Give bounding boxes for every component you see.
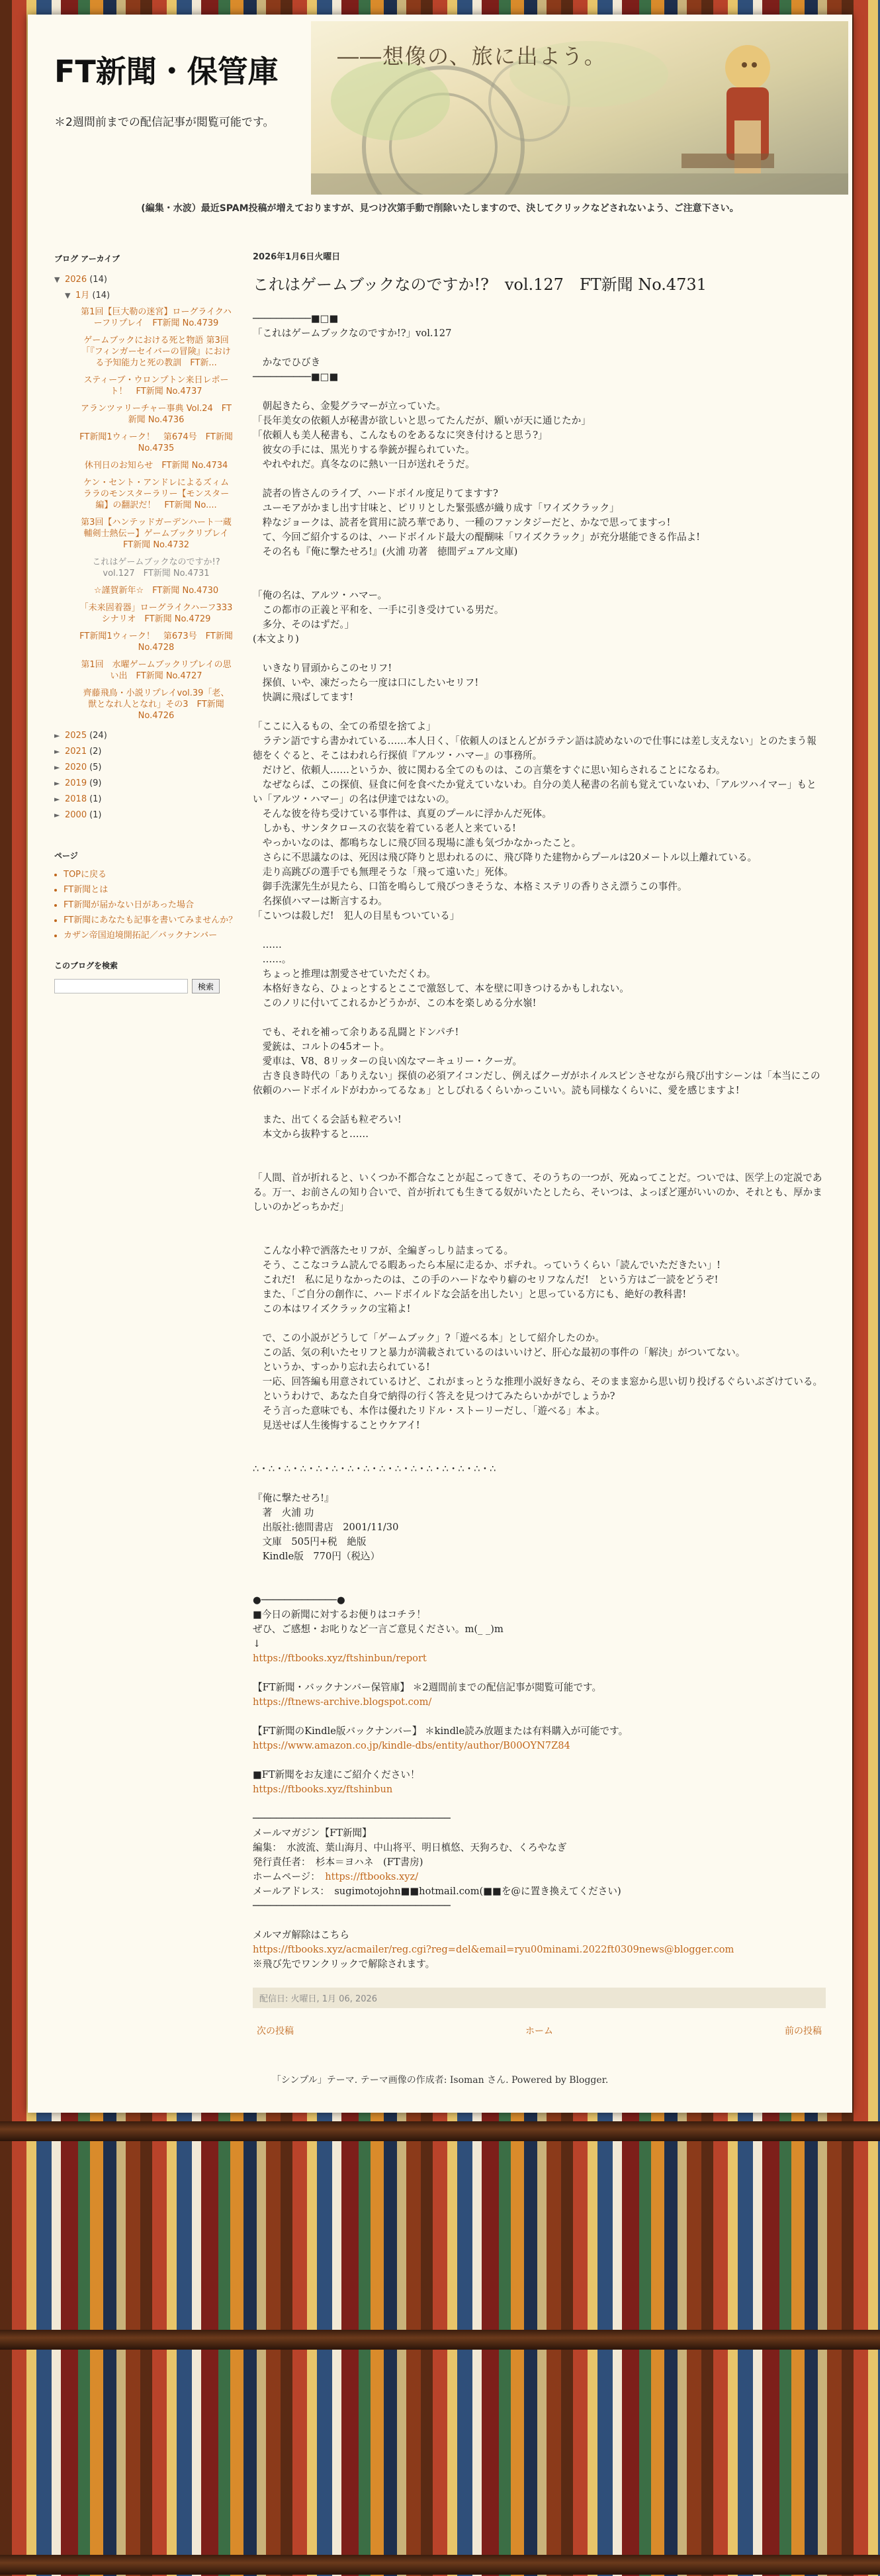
header-image: [311, 21, 848, 195]
archive-heading: ブログ アーカイブ: [54, 254, 120, 263]
blog-header: [28, 15, 852, 197]
post-body: [253, 312, 826, 1972]
post-paragraph: 粋なジョークは、読者を賞用に読ろ華であり、一種のファンタジーだと、かなで思ってますっ!: [253, 517, 671, 528]
archive-month-jan[interactable]: ▼ 1月 (14): [54, 288, 238, 304]
post-paragraph: 御手洗潔先生が見たら、口笛を鳴らして飛びつきそうな、本格ミステリの香りさえ漂うこの事件。: [253, 881, 687, 892]
post-paragraph: ユーモアがかまし出す甘味と、ピリリとした緊張感が織り成す「ワイズクラック」: [253, 502, 619, 514]
post-paragraph: ∴・∴・∴・∴・∴・∴・∴・∴・∴・∴・∴・∴・∴・∴・∴・∴: [253, 1463, 496, 1475]
post-paragraph: 「こいつは殺しだ! 犯人の目星もついている」: [253, 910, 460, 921]
archive-post-link[interactable]: FT新聞1ウィーク！ 第673号 FT新聞 No.4728: [79, 631, 233, 653]
search-form: [54, 979, 238, 993]
post-paragraph: [253, 1477, 826, 1491]
expand-triangle-icon[interactable]: ►: [54, 763, 60, 772]
expand-triangle-icon[interactable]: ►: [54, 747, 60, 756]
post-paragraph: 愛銃は、コルトの45オート。: [253, 1041, 390, 1052]
unsubscribe-note: ※飛び先でワンクリックで解除されます。: [253, 1958, 435, 1970]
post-paragraph: [253, 923, 826, 938]
archive-post-link[interactable]: アランツァリーチャー事典 Vol.24 FT新聞 No.4736: [81, 404, 232, 425]
post-paragraph: また、「ご自分の創作に、ハードボイルドな会話を出したい」と思っている方にも、絶好の教科書!: [253, 1289, 687, 1300]
page-link[interactable]: • FT新聞が届かない日があった場合: [64, 899, 238, 911]
report-link[interactable]: https://ftbooks.xyz/ftshinbun/report: [253, 1653, 427, 1664]
post-paragraph: 彼女の手には、黒光りする拳銃が握られていた。: [253, 444, 475, 455]
post-paragraph: この話、気の利いたセリフと暴力が満載されているのはいいけど、肝心な最初の事件の「解決」がついてない。: [253, 1347, 746, 1358]
post-paragraph: (本文より): [253, 633, 299, 645]
mailmag-info-line: 発行責任者： 杉本＝ヨハネ (FT書房): [253, 1857, 423, 1868]
post-paragraph: 多分、そのはずだ。」: [253, 619, 355, 630]
site-description: ＊2週間前までの配信記事が閲覧可能です。: [54, 116, 275, 129]
post-paragraph: 「依頼人も美人秘書も、こんなものをあるなに突き付けると思う?」: [253, 430, 548, 441]
expand-triangle-icon[interactable]: ►: [54, 779, 60, 788]
archive-post-link[interactable]: 第1回【巨大勒の迷宮】ローグライクハーフリプレイ FT新聞 No.4739: [81, 307, 232, 328]
post-paragraph: そう、ここなコラム読んでる暇あったら本屋に走るか、ポチれ。っていうくらい「読んでいただきたい」!: [253, 1260, 721, 1271]
archive-year-row[interactable]: [54, 807, 238, 823]
post-paragraph: だけど、依頼人……というか、彼に関わる全てのものは、この言葉をすぐに思い知らされることになるわ。: [253, 764, 726, 776]
site-title[interactable]: FT新聞・保管庫: [54, 54, 279, 89]
post-paragraph: 「人間、首が折れると、いくつか不都合なことが起こってきて、そのうちの一つが、死ぬってことだ。ついでは、医学上の定説である。万一、お前さんの知り合いで、首が折れても生きてる奴がいたとしたら、そいつは、よっぽど運がいいのか、それとも、厚かましいのかどっちかだ」: [253, 1172, 822, 1213]
sidebar: [54, 253, 238, 993]
collapse-triangle-icon[interactable]: ▼: [65, 291, 71, 300]
post-paragraph: ↓: [253, 1638, 261, 1649]
post-paragraph: [253, 1142, 826, 1156]
archive-year-row[interactable]: [54, 776, 238, 792]
post-paragraph: 本格好きなら、ひょっとするとここで激怒して、本を壁に叩きつけるかもしれない。: [253, 983, 629, 994]
unsubscribe-label: メルマガ解除はこちら: [253, 1929, 349, 1941]
post-footer: 配信日: 火曜日, 1月 06, 2026: [253, 1988, 826, 2008]
post-paragraph: 「これはゲームブックなのですか!?」vol.127: [253, 328, 452, 339]
post-paragraph: 「長年美女の依頼人が秘書が欲しいと思ってたんだが、願いが天に通じたか」: [253, 415, 591, 426]
archive-year-2026[interactable]: ▼ 2026 (14): [54, 272, 238, 288]
post-paragraph: しかも、サンタクロースの衣装を着ている老人と来ている!: [253, 823, 516, 834]
post-paragraph: そんな彼を待ち受けている事件は、真夏のプールに浮かんだ死体。: [253, 808, 552, 819]
mailmag-info-line: メールマガジン【FT新聞】: [253, 1827, 372, 1839]
archive-post-link[interactable]: 「未来固着器」ローグライクハーフ333シナリオ FT新聞 No.4729: [79, 603, 233, 624]
search-input[interactable]: [54, 979, 188, 993]
archive-year-link[interactable]: 2025: [65, 731, 87, 741]
archive-year-row[interactable]: [54, 760, 238, 776]
collapse-triangle-icon[interactable]: ▼: [54, 275, 60, 284]
archive-year-link[interactable]: 2021: [65, 747, 87, 757]
post-paragraph: やっかいなのは、都鳴ちなしに飛び回る現場に誰も気づかなかったこと。: [253, 837, 582, 849]
kindle-notice: 【FT新聞のKindle版バックナンバー】 ＊kindle読み放題または有料購入が可能です。: [253, 1725, 629, 1737]
archive-link[interactable]: https://ftnews-archive.blogspot.com/: [253, 1696, 432, 1708]
post-paragraph: [253, 559, 826, 574]
post-paragraph: ちょっと推理は割愛させていただくわ。: [253, 968, 436, 980]
pages-heading: ページ: [54, 851, 78, 860]
post-paragraph: 「ここに入るもの、全ての希望を捨てよ」: [253, 721, 436, 732]
post-paragraph: 朝起きたら、金髪グラマーが立っていた。: [253, 400, 446, 412]
post-paragraph: 「俺の名は、アルツ・ハマー。: [253, 590, 388, 601]
post-paragraph: この本はワイズクラックの宝箱よ!: [253, 1303, 411, 1314]
post-paragraph: [253, 1433, 826, 1448]
post-paragraph: [253, 647, 826, 661]
post-paragraph: 古き良き時代の「ありえない」探偵の必須アイコンだし、例えばクーガがホイルスピンさせながら飛び出すシーンは「本当にこの依頼のハードボイルドがわかってるなぁ」としびれるくらいかっこいい。読も同様なくらいに、愛を感じますよ!: [253, 1070, 820, 1096]
post-paragraph: て、今回ご紹介するのは、ハードボイルド最大の醍醐味「ワイズクラック」が充分堪能できる作品よ!: [253, 531, 701, 543]
page-container: [28, 15, 852, 2113]
post-paragraph: これだ! 私に足りなかったのは、この手のハードなやり癖のセリフなんだ! という方はご一読をどうぞ!: [253, 1274, 719, 1285]
post-paragraph: [253, 1448, 826, 1462]
post-paragraph: 一応、回答編も用意されているけど、これがまっとうな推理小説好きなら、そのまま窓から思い切り投げるぐらいぶざけている。: [253, 1376, 823, 1387]
post-paragraph: この都市の正義と平和を、一手に引き受けている男だ。: [253, 604, 504, 616]
archive-year-count: (1): [89, 794, 102, 804]
page-link[interactable]: • FT新聞にあなたも記事を書いてみませんか？: [64, 915, 238, 926]
post-paragraph: [253, 1215, 826, 1229]
mail-note: (■■を@に置き換えてください): [479, 1886, 621, 1897]
archive-post-link[interactable]: ☆謹賀新年☆ FT新聞 No.4730: [93, 586, 219, 596]
expand-triangle-icon[interactable]: ►: [54, 731, 60, 740]
post-paragraph: [253, 1229, 826, 1244]
archive-notice: 【FT新聞・バックナンバー保管庫】 ＊2週間前までの配信記事が閲覧可能です。: [253, 1682, 602, 1693]
expand-triangle-icon[interactable]: ►: [54, 811, 60, 819]
post-paragraph: ──────────■□■: [253, 313, 339, 324]
page-link[interactable]: • TOPに戻る: [64, 869, 238, 880]
unsubscribe-link[interactable]: https://ftbooks.xyz/acmailer/reg.cgi?reg=del&email=ryu00minami.2022ft0309news@blogger.com: [253, 1944, 734, 1955]
mailmag-info-line: 編集： 水波流、葉山海月、中山将平、明日槙悠、天狗ろむ、くろやなぎ: [253, 1842, 567, 1853]
post-paragraph: 探偵、いや、凍だったら一度は口にしたいセリフ!: [253, 677, 479, 688]
kindle-link[interactable]: https://www.amazon.co.jp/kindle-dbs/entity/author/B00OYN7Z84: [253, 1740, 570, 1751]
post-paragraph: なぜならば、この探偵、昼食に何を食べたか覚えていないわ。自分の美人秘書の名前も覚えていないわ、「アルツハイマー」もとい「アルツ・ハマー」の名は伊達ではないの。: [253, 779, 816, 805]
mail-label: メールアドレス： sugimotojohn■■hotmail.com: [253, 1886, 480, 1897]
post-paragraph: その名も『俺に撃たせろ!』(火浦 功著 徳間デュアル文庫): [253, 546, 518, 557]
older-post-link[interactable]: 前の投稿: [785, 2026, 822, 2037]
ftshinbun-link[interactable]: https://ftbooks.xyz/ftshinbun: [253, 1784, 393, 1795]
archive-post-link[interactable]: スティーブ・ウロンプトン来日レポート！ FT新聞 No.4737: [83, 375, 229, 396]
post-paragraph: 文庫 505円+税 絶版: [253, 1536, 367, 1547]
main-content: [253, 243, 826, 2037]
post-paragraph: [253, 574, 826, 588]
pages-list: [54, 869, 238, 941]
post-title[interactable]: これはゲームブックなのですか!? vol.127 FT新聞 No.4731: [253, 275, 707, 294]
post-paragraph: ●─────────────●: [253, 1594, 345, 1606]
archive-post-link[interactable]: これはゲームブックなのですか!? vol.127 FT新聞 No.4731: [92, 557, 229, 578]
post-paragraph: そう言った意味でも、本作は優れたリドル・ストーリーだし、「遊べる」本よ。: [253, 1405, 605, 1416]
post-paragraph: [253, 1098, 826, 1113]
post-paragraph: 名探偵ハマーは断言するわ。: [253, 896, 388, 907]
friend-notice: ■FT新聞をお友達にご紹介ください！: [253, 1769, 420, 1780]
post-paragraph: というわけで、あなた自身で納得の行く答えを見つけてみたらいかがでしょうか?: [253, 1391, 615, 1402]
search-button[interactable]: 検索: [192, 979, 220, 993]
post-paragraph: このノリに付いてこれるかどうかが、この本を楽しめる分水嶺!: [253, 997, 537, 1009]
archive-post-link[interactable]: 第3回【ハンテッドガーデンハート一蔵輔剣士熱伝ー】ゲームブックリプレイ FT新聞 No.4732: [81, 518, 238, 550]
archive-year-link[interactable]: 2019: [65, 778, 87, 788]
post-paragraph: ──────────■□■: [253, 371, 339, 383]
archive-post-link[interactable]: 第1回 水曜ゲームブックリプレイの思い出 FT新聞 No.4727: [81, 660, 232, 681]
post-paragraph: でも、それを補って余りある乱闘とドンパチ!: [253, 1027, 459, 1038]
header-catchphrase: ――想像の、旅に出よう。: [337, 44, 607, 69]
post-paragraph: 見送せば人生後悔することウケアイ!: [253, 1420, 420, 1431]
post-paragraph: 快調に飛ばしてます!: [253, 692, 353, 703]
archive-year-count: (2): [89, 747, 102, 757]
post-paragraph: Kindle版 770円（税込）: [253, 1551, 380, 1562]
post-paragraph: ラテン語ですら書かれている……本人日く、「依頼人のほとんどがラテン語は読めないので仕事には差し支えない」とのたまう報徳をくぐると、そこはわれら行探偵『アルツ・ハマー』の事務所。: [253, 735, 816, 761]
newer-post-link[interactable]: 次の投稿: [257, 2026, 294, 2037]
post-paragraph: さらに不思議なのは、死因は飛び降りと思われるのに、飛び降りた建物からプールは20メートル以上離れている。: [253, 852, 758, 863]
expand-triangle-icon[interactable]: ►: [54, 795, 60, 804]
post-paragraph: [253, 1011, 826, 1025]
archive-year-link[interactable]: 2018: [65, 794, 87, 804]
archive-post-link[interactable]: 齊藤飛鳥・小説リプレイvol.39「老、獣となれ人となれ」その3 FT新聞 No.4726: [83, 688, 230, 721]
post-paragraph: [253, 472, 826, 486]
archive-year-link[interactable]: 2020: [65, 762, 87, 772]
date-header: 2026年1月6日火曜日: [253, 252, 341, 262]
post-paragraph: ぜひ、ご感想・お叱りなど一言ご意見ください。m(_ _)m: [253, 1624, 504, 1635]
post-paragraph: [253, 1316, 826, 1331]
archive-year-count: (9): [89, 778, 102, 788]
archive-post-link[interactable]: ゲームブックにおける死と物語 第3回「『フィンガーセイバーの冒険』における予知能力と死の教訓 FT新...: [81, 336, 231, 368]
archive-year-row[interactable]: [54, 792, 238, 807]
blog-archive: [54, 272, 238, 823]
post-paragraph: ……。: [253, 954, 292, 965]
post-paragraph: 著 火浦 功: [253, 1507, 314, 1518]
post-paragraph: [253, 1156, 826, 1171]
homepage-link[interactable]: https://ftbooks.xyz/: [325, 1871, 419, 1882]
archive-year-count: (24): [89, 731, 107, 741]
post-paragraph: こんな小粋で洒落たセリフが、全編ぎっしり詰まってる。: [253, 1245, 514, 1256]
post-paragraph: [253, 705, 826, 719]
post-paragraph: 『俺に撃たせろ!』: [253, 1493, 334, 1504]
post-paragraph: [253, 341, 826, 355]
post-paragraph: というか、すっかり忘れ去られている!: [253, 1361, 430, 1373]
post-paragraph: 本文から抜粋すると……: [253, 1128, 369, 1140]
post-paragraph: ……: [253, 939, 282, 950]
post-paragraph: [253, 1564, 826, 1579]
post-paragraph: また、出てくる会話も粒ぞろい!: [253, 1114, 402, 1125]
home-link[interactable]: ホーム: [525, 2026, 553, 2037]
post-paragraph: [253, 385, 826, 399]
page-link[interactable]: • FT新聞とは: [64, 884, 238, 896]
divider: ──────────────────────────────────: [253, 1900, 451, 1911]
post-paragraph: 出版社:徳間書店 2001/11/30: [253, 1522, 399, 1533]
post-paragraph: 走り高跳びの選手でも無理そうな「飛って遠いた」死体。: [253, 866, 514, 878]
archive-year-count: (1): [89, 810, 102, 820]
post-paragraph: かなでひびき: [253, 357, 321, 368]
post-paragraph: [253, 1579, 826, 1593]
post-paragraph: 愛車は、V8、8リッターの良い凶なマーキュリー・クーガ。: [253, 1056, 523, 1067]
theme-credit: 「シンプル」テーマ. テーマ画像の作成者: Isoman さん. Powered by Blogger.: [271, 2075, 609, 2086]
archive-year-count: (5): [89, 762, 102, 772]
archive-year-row[interactable]: [54, 728, 238, 744]
post-paragraph: で、この小説がどうして「ゲームブック」?「遊べる本」として紹介したのか。: [253, 1332, 605, 1344]
archive-post-link[interactable]: 休刊日のお知らせ FT新聞 No.4734: [84, 461, 228, 471]
spam-notice: (編集・水波）最近SPAM投稿が増えておりますが、見つけ次第手動で削除いたしますので、決してクリックなどされないよう、ご注意下さい。: [141, 203, 739, 214]
archive-year-link[interactable]: 2000: [65, 810, 87, 820]
post-paragraph: やれやれだ。真冬なのに熱い一日が送れそうだ。: [253, 459, 475, 470]
post-paragraph: いきなり冒頭からこのセリフ!: [253, 663, 392, 674]
mailmag-info-line: ──────────────────────────────────: [253, 1813, 451, 1824]
blog-pager: [253, 2024, 826, 2037]
search-heading: このブログを検索: [54, 961, 118, 970]
page-link[interactable]: • カザン帝国迫境開拓記／バックナンバー: [64, 930, 238, 941]
archive-post-link[interactable]: FT新聞1ウィーク！ 第674号 FT新聞 No.4735: [79, 432, 233, 453]
homepage-label: ホームページ：: [253, 1871, 316, 1882]
archive-post-link[interactable]: ケン・セント・アンドレによるズィムララのモンスターラリー【モンスター編】の翻訳だ！ FT新聞 No....: [83, 478, 230, 510]
post-paragraph: 読者の皆さんのライブ、ハードボイル度足りてますす?: [253, 488, 498, 499]
post-paragraph: ■今日の新聞に対するお便りはコチラ！: [253, 1609, 426, 1620]
archive-year-row[interactable]: [54, 744, 238, 760]
